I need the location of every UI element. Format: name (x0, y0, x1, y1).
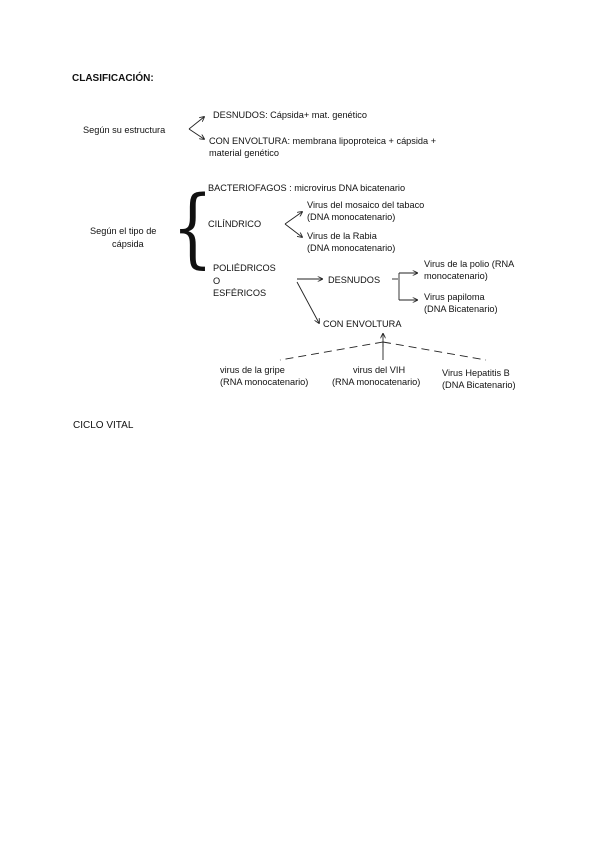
cilindrico-arrow-down (285, 224, 302, 237)
poliedricos-line1: POLIÉDRICOS (213, 263, 276, 273)
rabia-line1: Virus de la Rabia (307, 231, 377, 241)
envoltura-dashed-right (383, 342, 486, 360)
estructura-label: Según su estructura (83, 125, 166, 135)
estructura-envoltura-line1: CON ENVOLTURA: membrana lipoproteica + cápsida + (209, 136, 437, 146)
gripe-line1: virus de la gripe (220, 365, 285, 375)
vih-line1: virus del VIH (353, 365, 406, 375)
hepatitis-line2: (DNA Bicatenario) (442, 380, 516, 390)
poliedricos-line2: O (213, 276, 221, 286)
curly-brace-icon: { (172, 178, 214, 278)
section-heading: CLASIFICACIÓN: (72, 73, 154, 84)
hepatitis-line1: Virus Hepatitis B (442, 368, 510, 378)
poliedricos-line3: ESFÉRICOS (213, 288, 267, 298)
polio-line2: monocatenario) (424, 271, 488, 281)
cilindrico-arrow-up (285, 212, 302, 224)
estructura-arrow-down (189, 129, 204, 139)
gripe-line2: (RNA monocatenario) (220, 377, 309, 387)
rabia-line2: (DNA monocatenario) (307, 243, 396, 253)
cilindrico-label: CILÍNDRICO (208, 219, 262, 229)
estructura-desnudos: DESNUDOS: Cápsida+ mat. genético (213, 110, 367, 120)
polio-line1: Virus de la polio (RNA (424, 259, 515, 269)
envoltura-dashed-left (280, 342, 383, 360)
capsida-label-line1: Según el tipo de (90, 226, 157, 236)
vih-line2: (RNA monocatenario) (332, 377, 421, 387)
tabaco-line1: Virus del mosaico del tabaco (307, 200, 425, 210)
papiloma-line2: (DNA Bicatenario) (424, 304, 498, 314)
estructura-envoltura-line2: material genético (209, 148, 279, 158)
poliedricos-arrow-envoltura (297, 282, 319, 323)
bacteriofagos-text: BACTERIOFAGOS : microvirus DNA bicatenario (208, 183, 406, 193)
tabaco-line2: (DNA monocatenario) (307, 212, 396, 222)
capsida-label-line2: cápsida (112, 239, 144, 249)
poliedricos-desnudos: DESNUDOS (328, 275, 381, 285)
con-envoltura-label: CON ENVOLTURA (323, 319, 402, 329)
ciclo-vital-heading: CICLO VITAL (73, 420, 134, 431)
papiloma-line1: Virus papiloma (424, 292, 485, 302)
estructura-arrow-up (189, 117, 204, 129)
